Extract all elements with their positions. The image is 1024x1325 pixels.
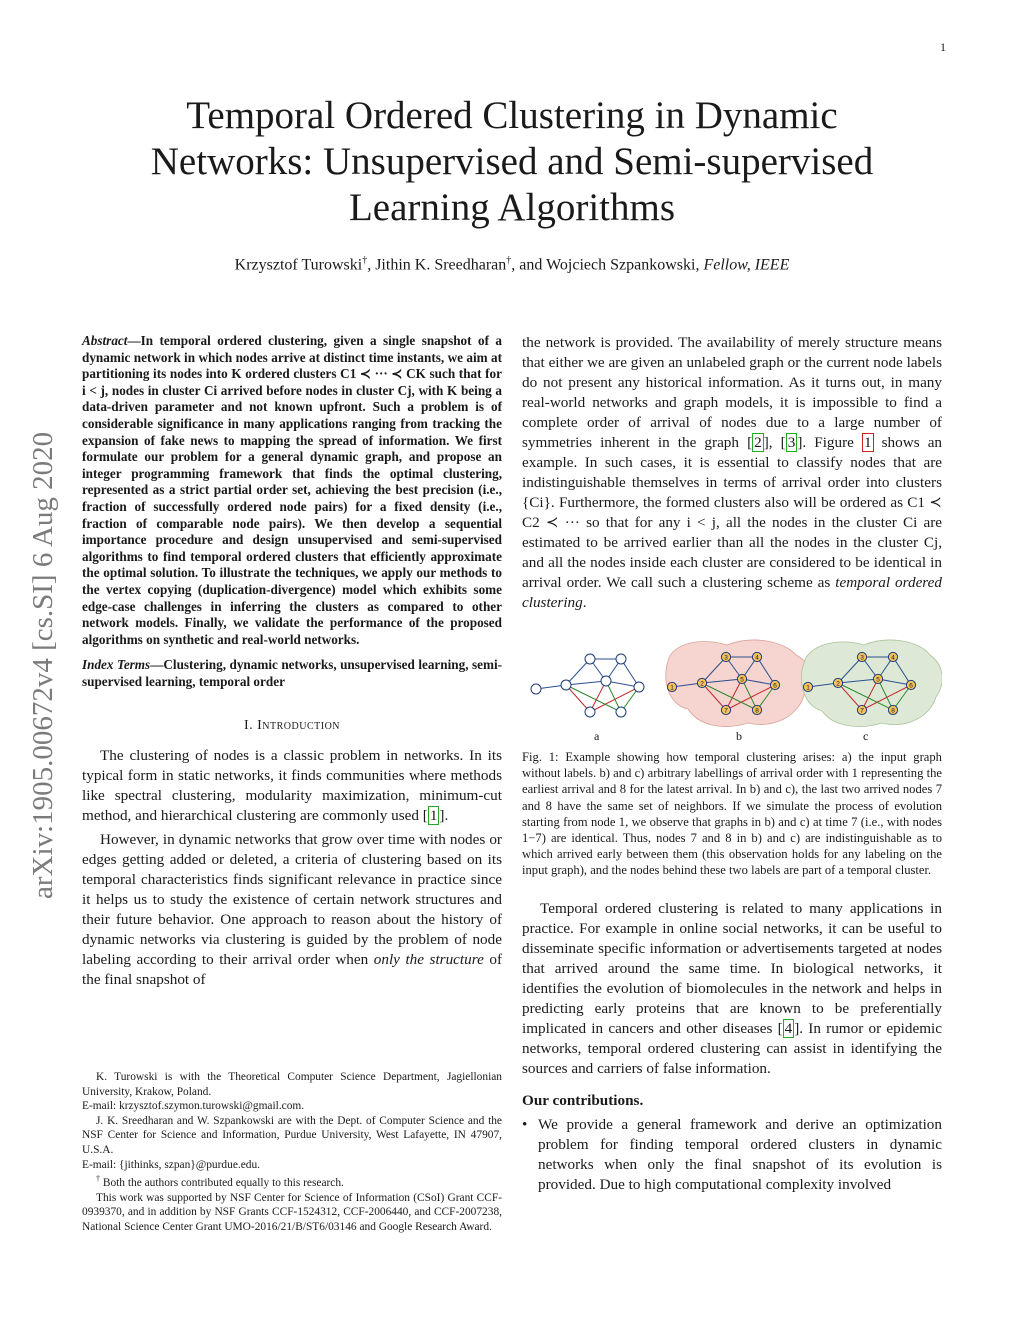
graph-node — [601, 676, 611, 686]
contributions-heading: Our contributions. — [522, 1091, 644, 1109]
citation-link[interactable]: 1 — [429, 807, 438, 825]
node-label: 3 — [724, 654, 728, 662]
node-label: 6 — [909, 682, 913, 690]
paper-title: Temporal Ordered Clustering in Dynamic Networks: Unsupervised and Semi-supervised Learning Algorithms — [150, 94, 874, 229]
footnote-4: This work was supported by NSF Center for Science of Information (CSoI) Grant CCF-0939370, and in addition by NSF Grants CCF-1524312, CCF-2006440, and CCF-2007238, National Science Center Grant UMO-2016/21/B/ST6/03146 and Google Research Award. — [82, 1191, 502, 1233]
node-label: 1 — [806, 684, 810, 692]
citation-link[interactable]: 2 — [754, 434, 762, 451]
node-label: 8 — [891, 707, 895, 715]
figure-ref-link[interactable]: 1 — [863, 434, 872, 451]
node-label: 2 — [836, 680, 840, 688]
right-body-1 — [522, 333, 942, 613]
graph-edge — [566, 681, 606, 685]
dagger-mark: † — [506, 255, 512, 266]
graph-node — [634, 682, 644, 692]
r2-text-a: Temporal ordered clustering is related to many applications in practice. For example in online social networks, it can be useful to disseminate specific information or advertisements targeted at nodes that arrived around the same time. In biological networks, it identifies the evolution of biomolecules in the network and helps in predicting early proteins that are known to be preferentially implicated in cancers and other diseases — [522, 899, 942, 1037]
graph-node — [616, 654, 626, 664]
right-column — [522, 333, 942, 1195]
left-column — [82, 333, 502, 990]
author-1: Krzysztof Turowski — [234, 256, 363, 274]
footnote-1: K. Turowski is with the Theoretical Computer Science Department, Jagiellonian University, Krakow, Poland. — [82, 1071, 502, 1098]
right-body-2 — [522, 899, 942, 1195]
intro-p1-end: . — [444, 807, 449, 825]
node-label: 5 — [876, 676, 880, 684]
author-3: and Wojciech Szpankowski, — [519, 256, 700, 274]
intro-paragraph-2 — [82, 830, 502, 990]
section-heading — [82, 718, 502, 734]
cluster-region-b — [666, 640, 811, 726]
page-number: 1 — [940, 40, 946, 54]
dagger-mark: † — [96, 1174, 100, 1184]
r1-italic: temporal ordered clustering — [522, 574, 942, 611]
sub-label-a: a — [594, 729, 600, 743]
section-title: Introduction — [257, 718, 341, 734]
caption-text: Example showing how temporal clustering arises: a) the input graph without labels. b) and c) arbitrary labellings of arrival order with 1 representing the earliest arrival and 8 for the latest arrival. In b) and c), the last two arrived nodes 7 and 8 have the same set of neighbors. If we simulate the process of evolution starting from node 1, we observe that graphs in b) and c) at time 7 (i.e., with nodes 1−7) are identical. Thus, nodes 7 and 8 in b) and c) are indistinguishable as to which arrived early between them (this observation holds for any labeling on the input graph), and the nodes behind these two labels are part of a temporal cluster. — [522, 750, 942, 878]
intro-p2-text: However, in dynamic networks that grow over time with nodes or edges getting added or deleted, a criteria of clustering based on its temporal characteristics finds significant relevance in practice since it helps us to study the existence of certain network structures and their future behavior. One approach to reason about the history of dynamic networks via clustering is guided by the problem of node labeling according to their arrival order when — [82, 831, 502, 969]
graph-node — [531, 684, 541, 694]
node-label: 4 — [891, 654, 895, 662]
intro-body — [82, 746, 502, 990]
author-2: Jithin K. Sreedharan — [375, 256, 507, 274]
node-label: 1 — [670, 684, 674, 692]
node-label: 2 — [700, 680, 704, 688]
footnote-2-email: E-mail: {jithinks, szpan}@purdue.edu. — [82, 1158, 261, 1171]
r1-text-d: shows an example. In such cases, it is essential to classify nodes that are indistinguishable themselves in terms of arrival order into clusters {Ci}. Furthermore, the formed clusters also will be ordered as C1 ≺ C2 ≺ ··· so that for any i < j, all the nodes in the cluster Ci are estimated to be arrived earlier than all the nodes in the cluster Cj, and all the nodes inside each cluster are considered to be identical in arrival order. We call such a clustering scheme as — [522, 434, 943, 591]
r1-end: . — [582, 594, 587, 611]
right-paragraph-2: Temporal ordered clustering is related to many applications in practice. For example in online social networks, it can be useful to disseminate specific information or advertisements targeted at nodes that arrived around the same time. In biological networks, it identifies the evolution of biomolecules in the network and helps in predicting early proteins that are known to be preferentially implicated in cancers and other diseases [ 4 ]. In rumor or epidemic networks, temporal ordered clustering can assist in identifying the sources and carriers of false information. — [522, 899, 942, 1077]
figure-graphs — [522, 633, 942, 729]
footnotes — [82, 1070, 502, 1234]
footnote-3 — [82, 1172, 502, 1190]
graph-node — [585, 654, 595, 664]
right-paragraph-1: the network is provided. The availability of merely structure means that either we are given an unlabeled graph or the current node labels do not present any historical information. As it turns out, in many real-world networks and graph models, it is impossible to find a complete order of arrival of nodes due to a large number of symmetries inherent in the graph [ 2 ], [ 3 ]. Figure 1 shows an example. In such cases, it is essential to classify nodes that are indistinguishable themselves in terms of arrival order into clusters {Ci}. Furthermore, the formed clusters also will be ordered as C1 ≺ C2 ≺ ··· so that for any i < j, all the nodes in the cluster Ci are estimated to be arrived earlier than all the nodes in the cluster Cj, and all the nodes inside each cluster are considered to be identical in arrival order. We call such a clustering scheme as temporal ordered clustering. — [522, 334, 943, 611]
r2-text-b: . In rumor or epidemic networks, temporal ordered clustering can assist in identifying the sources and carriers of false information. — [522, 1019, 942, 1077]
figure-caption — [522, 749, 942, 879]
index-terms-lead: Index Terms — [82, 657, 151, 673]
node-label: 8 — [755, 707, 759, 715]
arxiv-identifier: arXiv:1905.00672v4 [cs.SI] 6 Aug 2020 — [27, 431, 59, 899]
figure-1 — [522, 633, 942, 729]
caption-lead: Fig. 1: — [522, 750, 559, 764]
node-label: 5 — [740, 676, 744, 684]
index-terms-text: —Clustering, dynamic networks, unsupervised learning, semi-supervised learning, temporal order — [82, 657, 502, 689]
intro-p1-text: The clustering of nodes is a classic problem in networks. In its typical form in static networks, it finds communities where methods like spectral clustering, modularity maximization, minimum-cut method, and hierarchical clustering are commonly used — [82, 747, 502, 825]
cluster-region-c — [801, 640, 942, 727]
author-line: Krzysztof Turowski†, Jithin K. Sreedharan†, and Wojciech Szpankowski, Fellow, IEEE — [234, 255, 790, 274]
sub-label-c: c — [863, 729, 869, 743]
graph-a — [531, 654, 644, 717]
footnote-2: J. K. Sreedharan and W. Szpankowski are with the Dept. of Computer Science and the NSF Center for Science and Information, Purdue University, West Lafayette, IN 47907, U.S.A. — [82, 1114, 502, 1156]
footnote-3-text: Both the authors contributed equally to this research. — [100, 1176, 344, 1189]
node-label: 6 — [773, 682, 777, 690]
graph-node — [585, 707, 595, 717]
intro-paragraph-1: The clustering of nodes is a classic problem in networks. In its typical form in static networks, it finds communities where methods like spectral clustering, modularity maximization, minimum-cut method, and hierarchical clustering are commonly used [ 1 ]. — [82, 747, 502, 825]
intro-p2-italic: only the structure — [373, 951, 484, 969]
r1-text-b: , — [768, 434, 781, 451]
contributions-list — [522, 1115, 942, 1195]
contribution-bullet-1: • We provide a general framework and derive an optimization problem for finding temporal ordered clusters in dynamic networks when only the final snapshot of its evolution is provided. Due to high computational complexity involved — [522, 1115, 942, 1195]
graph-node — [561, 680, 571, 690]
intro-p2-end: of the final snapshot of — [82, 951, 502, 989]
section-number: I. — [243, 718, 254, 734]
node-label: 7 — [724, 707, 728, 715]
figure-sub-labels — [522, 729, 942, 745]
r1-text-c: . Figure — [802, 434, 862, 451]
node-label: 4 — [755, 654, 759, 662]
node-label: 7 — [860, 707, 864, 715]
index-terms — [82, 657, 502, 690]
dagger-mark: † — [362, 255, 368, 266]
fellow-title: Fellow, IEEE — [703, 256, 790, 274]
abstract-text: —In temporal ordered clustering, given a single snapshot of a dynamic network in which nodes arrive at distinct time instants, we aim at partitioning its nodes into K ordered clusters C1 ≺ ··· ≺ CK such that for i < j, nodes in cluster Ci arrived before nodes in cluster Cj, with K being a data-driven parameter and not known upfront. Such a problem is of considerable significance in many applications ranging from tracking the expansion of fake news to mapping the spread of information. We first formulate our problem for a general dynamic graph, and propose an integer programming framework that finds the optimal clustering, represented as a strict partial order set, achieving the best precision (i.e., fraction of successfully ordered node pairs) for a fixed density (i.e., fraction of comparable node pairs). We then develop a sequential importance procedure and design unsupervised and semi-supervised algorithms to find temporal ordered clusters that efficiently approximate the optimal solution. To illustrate the techniques, we apply our methods to the vertex copying (duplication-divergence) model which exhibits some edge-case challenges in inferring the clusters as compared to other network models. Finally, we validate the performance of the proposed algorithms on synthetic and real-world networks. — [82, 333, 502, 647]
citation-link[interactable]: 4 — [784, 1019, 793, 1037]
graph-node — [616, 707, 626, 717]
abstract — [82, 333, 502, 648]
sub-label-b: b — [736, 729, 742, 743]
node-label: 3 — [860, 654, 864, 662]
abstract-lead: Abstract — [82, 333, 128, 348]
r1-text-a: the network is provided. The availability of merely structure means that either we are given an unlabeled graph or the current node labels do not present any historical information. As it turns out, in many real-world networks and graph models, it is impossible to find a complete order of arrival of nodes due to a large number of symmetries inherent in the graph — [522, 334, 943, 451]
citation-link[interactable]: 3 — [787, 434, 796, 451]
footnote-1-email: E-mail: krzysztof.szymon.turowski@gmail.com. — [82, 1100, 305, 1113]
